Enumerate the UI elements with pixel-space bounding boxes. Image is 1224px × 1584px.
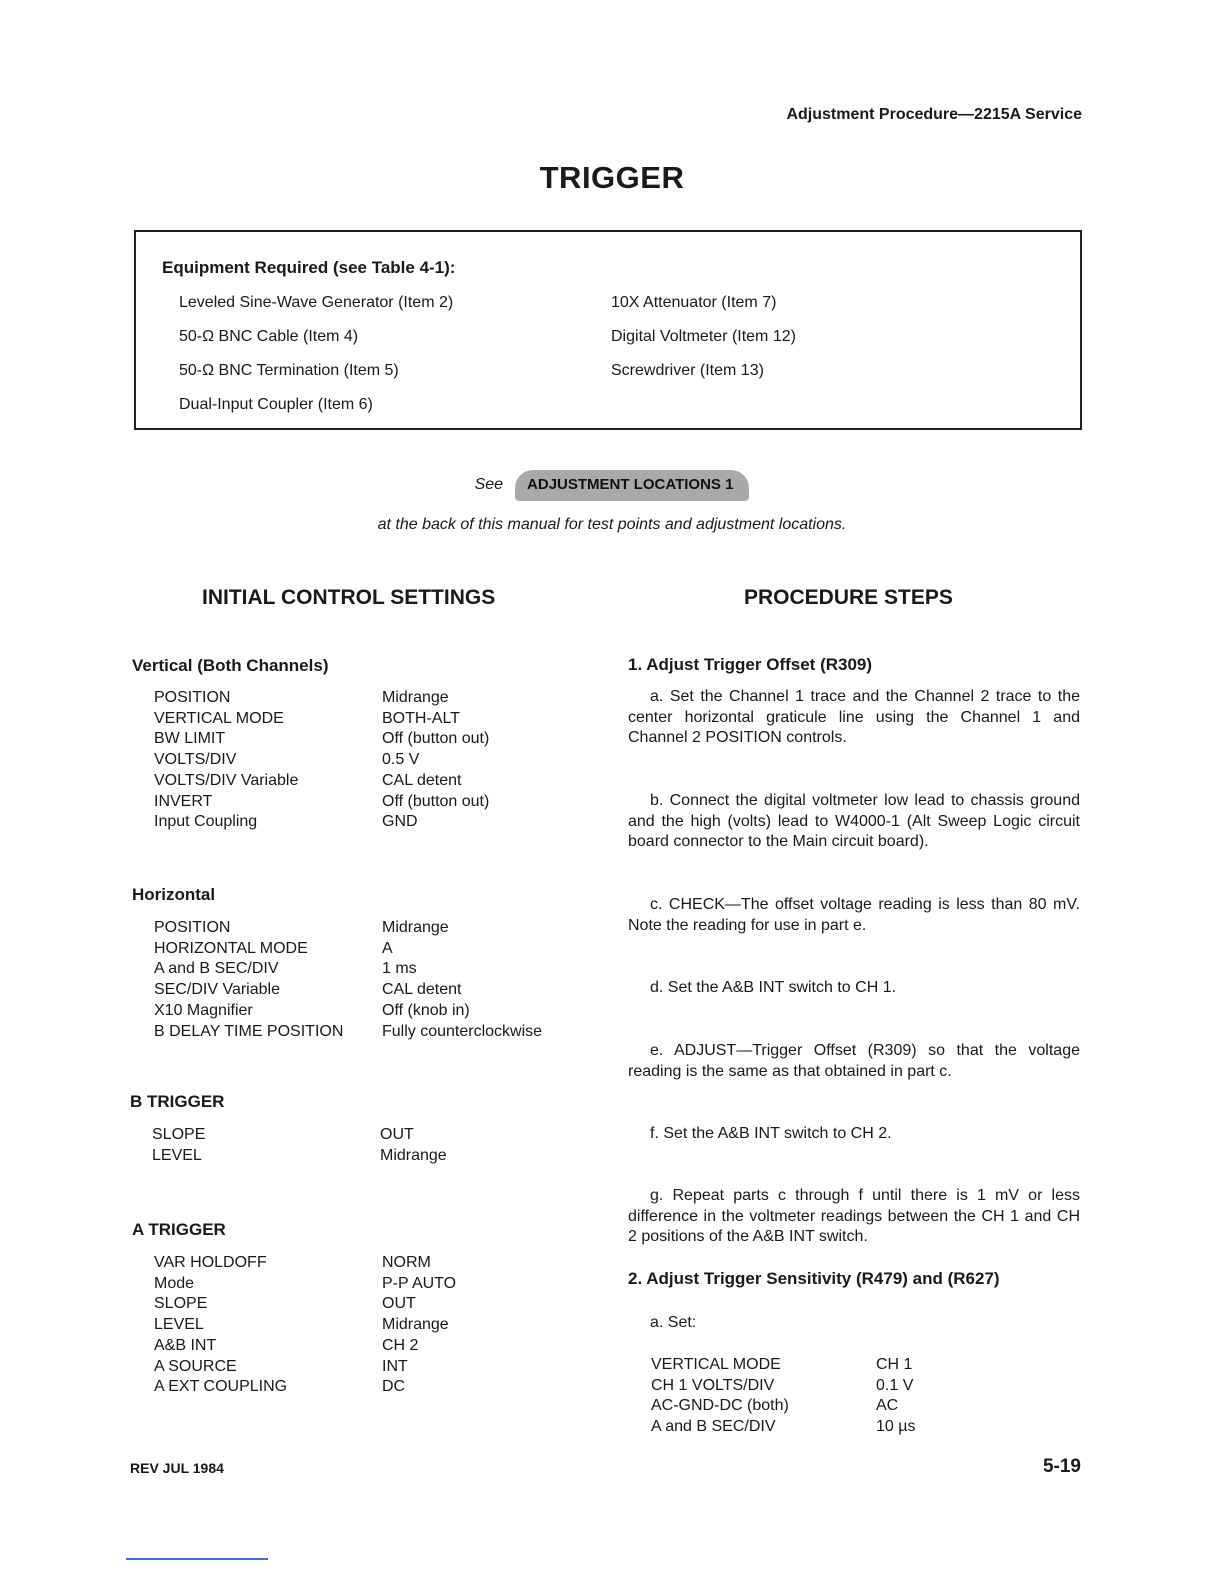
setting-value: INT	[382, 1357, 408, 1375]
setting-name: LEVEL	[154, 1316, 204, 1334]
setting-row	[154, 1357, 456, 1378]
setting-row	[154, 792, 489, 813]
divider-line	[126, 1558, 268, 1560]
setting-name: SLOPE	[152, 1126, 206, 1143]
setting-value: Midrange	[382, 689, 449, 706]
setting-name: CH 1 VOLTS/DIV	[651, 1376, 775, 1394]
setting-value: CH 1	[876, 1356, 913, 1373]
equipment-list-left	[179, 294, 453, 430]
setting-value: P-P AUTO	[382, 1274, 457, 1292]
setting-row	[154, 729, 489, 750]
setting-value: Midrange	[380, 1146, 447, 1164]
setting-value: 10 µs	[876, 1418, 916, 1436]
equipment-item: Digital Voltmeter (Item 12)	[611, 328, 796, 345]
setting-value: Off (button out)	[382, 792, 490, 810]
setting-value: 0.5 V	[382, 751, 420, 769]
setting-row	[651, 1396, 915, 1417]
setting-name: A&B INT	[154, 1336, 217, 1354]
step-text: f. Set the A&B INT switch to CH 2.	[650, 1125, 892, 1142]
setting-name: HORIZONTAL MODE	[154, 939, 308, 957]
page-title: TRIGGER	[539, 160, 685, 195]
setting-row	[154, 1253, 456, 1274]
a-trigger-section-title: A TRIGGER	[132, 1220, 226, 1239]
setting-name: B DELAY TIME POSITION	[154, 1022, 344, 1040]
setting-row	[154, 939, 542, 960]
reference-sentence: at the back of this manual for test points and adjustment locations.	[377, 516, 847, 533]
setting-value: GND	[382, 813, 418, 831]
setting-row	[154, 709, 489, 730]
step-1c	[628, 895, 1080, 936]
equipment-item: 10X Attenuator (Item 7)	[611, 294, 777, 311]
horizontal-settings	[154, 918, 542, 1042]
step-1e	[628, 1041, 1080, 1082]
setting-name: POSITION	[154, 689, 231, 706]
setting-name: A and B SEC/DIV	[651, 1418, 776, 1436]
setting-row	[154, 812, 489, 833]
step-1g	[628, 1186, 1080, 1248]
setting-row	[154, 1001, 542, 1022]
setting-value: DC	[382, 1378, 406, 1396]
setting-value: Fully counterclockwise	[382, 1022, 543, 1040]
setting-name: A SOURCE	[154, 1357, 237, 1375]
setting-value: 0.1 V	[876, 1376, 914, 1394]
setting-row	[154, 980, 542, 1001]
setting-row	[154, 1377, 456, 1398]
step-text: d. Set the A&B INT switch to CH 1.	[650, 979, 897, 996]
setting-name: VERTICAL MODE	[154, 709, 284, 727]
setting-name: AC-GND-DC (both)	[651, 1397, 789, 1415]
a-trigger-settings	[154, 1253, 456, 1398]
setting-name: INVERT	[154, 792, 213, 810]
setting-name: VAR HOLDOFF	[154, 1254, 267, 1271]
vertical-settings	[154, 688, 489, 833]
setting-row	[152, 1125, 447, 1146]
setting-row	[154, 959, 542, 980]
setting-name: Mode	[154, 1274, 195, 1292]
step-2-settings	[651, 1355, 915, 1438]
setting-name: VERTICAL MODE	[651, 1356, 781, 1373]
setting-row	[154, 1315, 456, 1336]
setting-value: CAL detent	[382, 981, 462, 999]
step-text: a. Set:	[650, 1314, 697, 1331]
step-text: a. Set the Channel 1 trace and the Channel 2 trace to the center horizontal graticule line using the Channel 1 and Channel 2 POSITION controls.	[628, 688, 1080, 747]
setting-value: Off (button out)	[382, 730, 490, 748]
setting-name: A EXT COUPLING	[154, 1378, 288, 1396]
running-head: Adjustment Procedure—2215A Service	[786, 106, 1082, 123]
horizontal-section-title: Horizontal	[132, 885, 216, 904]
adjustment-locations-tab[interactable]: ADJUSTMENT LOCATIONS 1	[515, 470, 749, 501]
step-1d	[628, 978, 1080, 999]
setting-name: X10 Magnifier	[154, 1001, 253, 1019]
setting-row	[651, 1355, 915, 1376]
setting-name: A and B SEC/DIV	[154, 960, 279, 978]
setting-value: Midrange	[382, 919, 449, 936]
equipment-heading: Equipment Required (see Table 4-1):	[162, 258, 456, 277]
step-1-title: 1. Adjust Trigger Offset (R309)	[628, 655, 873, 674]
setting-name: POSITION	[154, 919, 231, 936]
setting-value: CH 2	[382, 1336, 419, 1354]
setting-value: AC	[876, 1397, 899, 1415]
equipment-item: 50-Ω BNC Cable (Item 4)	[179, 328, 359, 345]
see-reference	[0, 470, 1224, 501]
setting-value: Off (knob in)	[382, 1001, 470, 1019]
revision-date: REV JUL 1984	[130, 1460, 224, 1476]
page-number: 5-19	[1042, 1456, 1081, 1477]
setting-name: BW LIMIT	[154, 730, 226, 748]
setting-row	[651, 1417, 915, 1438]
equipment-item: Leveled Sine-Wave Generator (Item 2)	[179, 294, 454, 311]
see-label: See	[474, 476, 504, 493]
equipment-item: 50-Ω BNC Termination (Item 5)	[179, 362, 399, 379]
step-text: b. Connect the digital voltmeter low lead to chassis ground and the high (volts) lead to W4000-1 (Alt Sweep Logic circuit board connector to the Main circuit board).	[628, 792, 1080, 851]
equipment-box	[134, 230, 1082, 430]
step-text: c. CHECK—The offset voltage reading is less than 80 mV. Note the reading for use in part e.	[628, 896, 1080, 934]
step-1a	[628, 687, 1080, 749]
setting-name: Input Coupling	[154, 813, 258, 831]
setting-row	[154, 918, 542, 939]
vertical-section-title: Vertical (Both Channels)	[132, 656, 329, 675]
setting-row	[154, 1274, 456, 1295]
setting-value: CAL detent	[382, 771, 462, 789]
setting-value: OUT	[382, 1295, 416, 1313]
setting-row	[154, 1336, 456, 1357]
setting-row	[154, 771, 489, 792]
setting-name: LEVEL	[152, 1146, 202, 1164]
step-text: e. ADJUST—Trigger Offset (R309) so that the voltage reading is the same as that obtained in part c.	[628, 1042, 1080, 1080]
equipment-item: Screwdriver (Item 13)	[611, 362, 764, 379]
step-text: g. Repeat parts c through f until there is 1 mV or less difference in the voltmeter readings between the CH 1 and CH 2 positions of the A&B INT switch.	[628, 1187, 1080, 1246]
procedure-heading: PROCEDURE STEPS	[744, 586, 953, 609]
setting-value: 1 ms	[382, 960, 417, 978]
setting-row	[154, 1294, 456, 1315]
equipment-item: Dual-Input Coupler (Item 6)	[179, 396, 373, 413]
setting-row	[154, 688, 489, 709]
setting-row	[154, 750, 489, 771]
setting-row	[154, 1022, 542, 1043]
setting-name: VOLTS/DIV Variable	[154, 771, 299, 789]
setting-name: VOLTS/DIV	[154, 751, 237, 769]
setting-value: A	[382, 939, 393, 957]
step-2-title: 2. Adjust Trigger Sensitivity (R479) and (R627)	[628, 1269, 1000, 1288]
setting-row	[152, 1146, 447, 1167]
setting-value: Midrange	[382, 1316, 449, 1334]
step-1b	[628, 791, 1080, 853]
setting-name: SLOPE	[154, 1295, 208, 1313]
setting-value: NORM	[382, 1254, 431, 1271]
setting-value: BOTH-ALT	[382, 709, 460, 727]
initial-settings-heading: INITIAL CONTROL SETTINGS	[202, 586, 496, 609]
setting-row	[651, 1376, 915, 1397]
step-2a	[628, 1313, 1080, 1334]
step-1f	[628, 1124, 1080, 1145]
setting-value: OUT	[380, 1126, 414, 1143]
equipment-list-right	[611, 294, 796, 396]
b-trigger-settings	[152, 1125, 447, 1166]
setting-name: SEC/DIV Variable	[154, 981, 280, 999]
b-trigger-section-title: B TRIGGER	[130, 1092, 225, 1111]
